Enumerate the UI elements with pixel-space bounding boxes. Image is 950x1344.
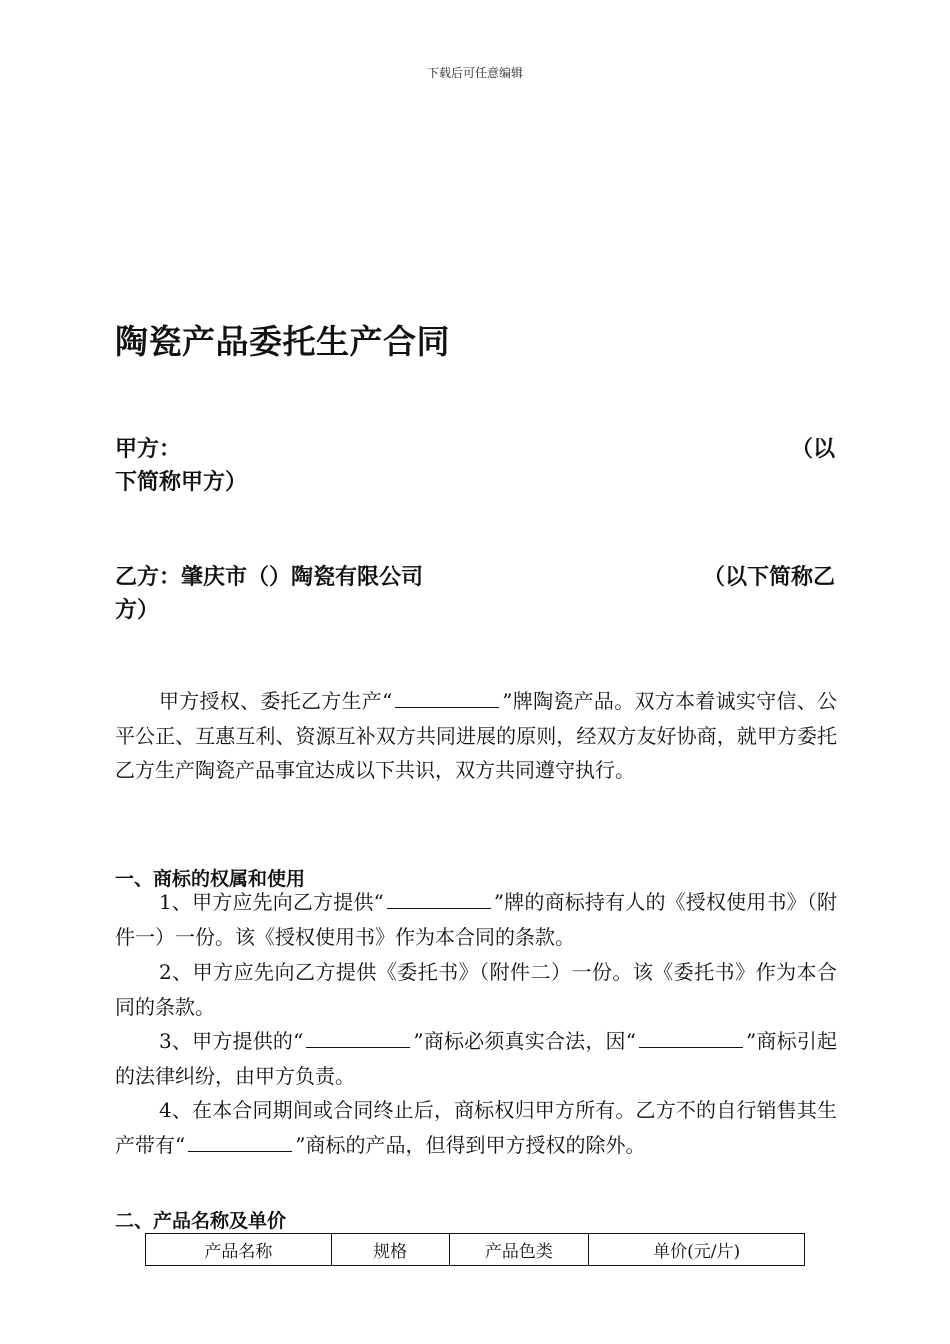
intro-paragraph (115, 684, 837, 788)
party-a-abbrev-start: （以 (790, 437, 835, 462)
section1-heading: 一、商标的权属和使用 (115, 868, 306, 890)
product-price-table (145, 1233, 805, 1266)
section1-item4 (115, 1093, 837, 1162)
col-product-name: 产品名称 (146, 1234, 332, 1266)
party-b-abbrev-start: （以下简称乙 (702, 565, 835, 590)
document-title: 陶瓷产品委托生产合同 (115, 322, 450, 361)
col-color: 产品色类 (449, 1234, 589, 1266)
intro-text-start: 甲方授权、委托乙方生产“ (159, 689, 393, 713)
brand-blank (395, 689, 499, 708)
party-b-abbrev-end: 方） (115, 598, 160, 623)
party-a-abbrev-end: 下简称甲方） (115, 470, 248, 495)
party-a-label: 甲方： (115, 437, 182, 462)
section2-heading: 二、产品名称及单价 (115, 1210, 287, 1232)
brand-blank (188, 1133, 292, 1152)
intro-text-end: ”牌陶瓷产品。双方本着诚实守信、公平公正、互惠互利、资源互补双方共同进展的原则，经双方友好协商，就甲方委托乙方生产陶瓷产品事宜达成以下共识，双方共同遵守执行。 (115, 689, 837, 782)
brand-blank (306, 1029, 410, 1048)
table-header-row (146, 1234, 805, 1266)
section1-item3 (115, 1024, 837, 1093)
party-b-label: 乙方：肇庆市（）陶瓷有限公司 (115, 565, 424, 590)
section1-item1 (115, 885, 837, 954)
col-unit-price: 单价(元/片) (589, 1234, 805, 1266)
item4-text-start: 4、在本合同期间或合同终止后，商标权归甲方所有。乙方不的自行销售其生产带有“ (115, 1098, 837, 1157)
party-b-block (115, 561, 835, 627)
item3-text-start: 3、甲方提供的“ (159, 1029, 304, 1053)
item4-text-end: ”商标的产品，但得到甲方授权的除外。 (295, 1132, 646, 1157)
party-a-block (115, 433, 835, 499)
brand-blank (639, 1029, 743, 1048)
section1-item2: 2、甲方应先向乙方提供《委托书》（附件二）一份。该《委托书》作为本合同的条款。 (115, 960, 837, 1019)
item1-text-start: 1、甲方应先向乙方提供“ (159, 890, 384, 914)
item1-text-end: ”牌的商标持有人的《授权使用书》（附件一）一份。该《授权使用书》作为本合同的条款。 (115, 890, 837, 949)
item3-text-mid: ”商标必须真实合法，因“ (413, 1029, 636, 1053)
brand-blank (387, 890, 491, 909)
item3-text-end: ”商标引起的法律纠纷，由甲方负责。 (115, 1029, 838, 1088)
col-spec: 规格 (331, 1234, 449, 1266)
header-note: 下载后可任意编辑 (426, 66, 523, 80)
